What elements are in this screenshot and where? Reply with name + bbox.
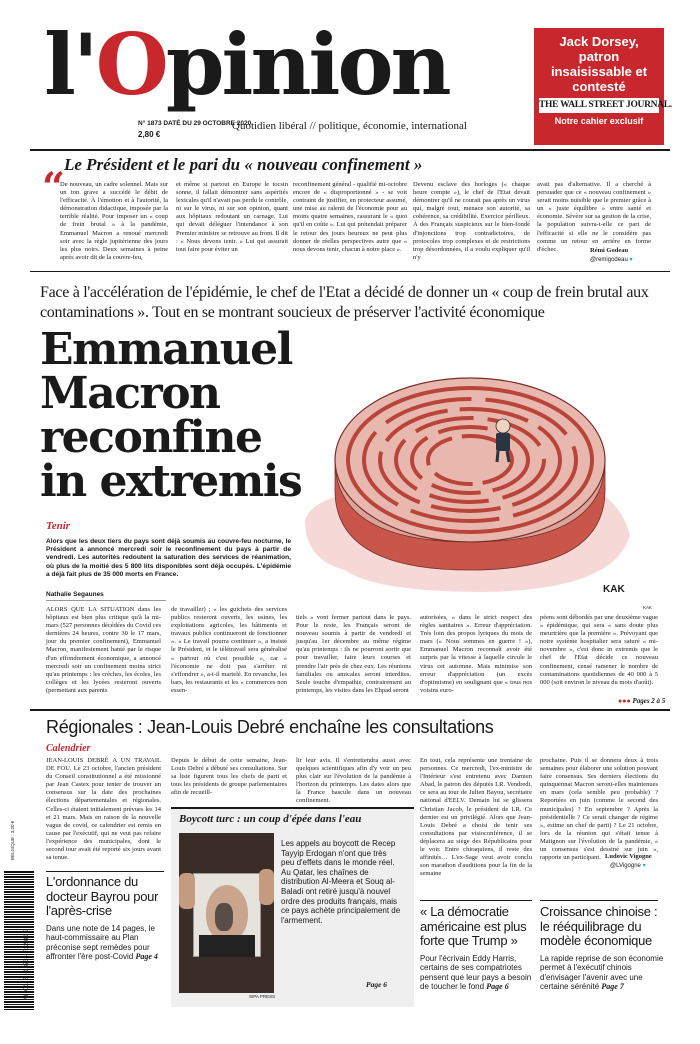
teaser-page: Page 7	[601, 982, 624, 992]
teaser-text-body: La rapide reprise de son économie permet à l'exécutif chinois d'envisager l'avenir avec une certaine sérénité	[540, 953, 664, 992]
regionales-handle-text[interactable]: @LVigogne	[610, 863, 641, 869]
editorial-title: Le Président et le pari du « nouveau confinement »	[64, 155, 423, 174]
teaser-title: Croissance chinoise : le rééquilibrage du modèle économique	[540, 904, 658, 948]
editorial-col-4: Devenu esclave des horloges (« chaque heure compte »), le chef de l'Etat devait démontrer qu'il ne courait pas après un virus qui, malgré tout, menace son autorité, sa cohérence, sa crédibilité. Exercice périlleux. À des Français suspicieux sur le bien-fondé d'injonctions trop contradictoires, de protocoles trop complexes et de restrictions trop désordonnées, il a voulu expliquer qu'il n'y	[413, 181, 530, 261]
hand-right	[259, 869, 274, 905]
lead-pages[interactable]	[618, 697, 665, 705]
lead-body-col-2: de travailler) ; « les guichets des services publics resteront ouverts, les usines, les exploitations agricoles, les bâtiments et travaux publics continueront de fonctionner ». « Le travail pourra continuer », a insisté le Président, et le télétravail sera généralisé « partout où c'est possible », car « l'économie ne doit pas s'arrêter ni s'effondrer », a-t-il martelé. En revanche, les bars, les restaurants et les « commerces non essen-	[171, 606, 287, 694]
teaser-text-body: Dans une note de 14 pages, le haut-commissaire au Plan préconise sept remèdes pour affronter l'ère post-Covid	[46, 923, 155, 962]
masthead-logo: l'Opinion	[44, 15, 449, 114]
promo-headline: Jack Dorsey, patron insaisissable et contesté	[550, 34, 648, 94]
teaser-harris[interactable]	[420, 905, 538, 992]
teaser-page: Page 4	[135, 952, 158, 962]
regionales-byline: Ludovic Vigogne	[605, 853, 652, 860]
quote-mark-icon: “	[42, 164, 66, 211]
teaser-title: L'ordonnance du docteur Bayrou pour l'après-crise	[46, 874, 159, 918]
lead-dek: Face à l'accélération de l'épidémie, le chef de l'Etat a décidé de donner un « coup de frein brutal aux contaminations ». Tout en se montrant soucieux de préserver l'activité économique	[40, 284, 649, 321]
boycott-photo	[179, 833, 274, 993]
boycott-photo-credit: SIPA PRESS	[249, 994, 276, 999]
regionales-handle	[610, 862, 646, 869]
barcode-code: M 00118 - 1873 - F: 2,80 €	[24, 929, 30, 1000]
lead-kicker: Tenir	[46, 520, 71, 532]
issue-number: N° 1873 DATÉ DU 29 OCTOBRE 2020	[138, 120, 252, 127]
lead-byline: Nathalie Segaunes	[46, 591, 104, 598]
teaser-bayrou[interactable]	[46, 875, 166, 962]
lead-pages-label: Pages 2 à 5	[632, 697, 666, 705]
teaser-text	[46, 924, 166, 962]
editorial-col-1: De nouveau, un cadre solennel. Mais sur un ton grave a succédé le débit de l'efficacité. À l'émotion et à l'autorité, la démonstration didactique, imposée par la terrible réalité. Pour imposer un « coup de frein brutal » à la pandémie, Emmanuel Macron a renoué mercredi soir avec la règle jupitérienne des jours les plus noirs. Deux semaines à peine après avoir dit de la couvre-feu,	[60, 181, 168, 261]
boycott-text: Les appels au boycott de Recep Tayyip Erdogan n'ont que très peu d'effets dans le monde réel. Au Qatar, les chaînes de distribution Al-Meera et Souq al-Baladi ont retiré jusqu'à nouvel ordre des produits français, mais ce pays achète principalement de l'armement.	[281, 839, 401, 925]
twitter-icon: ▾	[642, 863, 646, 869]
editorial-rule	[30, 271, 670, 272]
maze-top	[335, 378, 605, 542]
editorial-col-5: avait pas d'alternative. Il a cherché à persuader que ce « nouveau confinement » serait moins nuisible que le premier grâce à un « juste équilibre » entre santé et économie. Sévère sur sa gestion de la crise, la population suivra-t-elle ce pari de l'efficacité si elle ne le considère pas comme un retour en arrière en forme d'échec.	[537, 181, 651, 253]
teaser-text-body: Pour l'écrivain Eddy Harris, certains de ses compatriotes pensent que leur pays a besoin de toucher le fond	[420, 953, 532, 992]
cartoon-signature: KAK	[603, 584, 625, 595]
headline-line-1: Emmanuel	[40, 324, 292, 375]
editorial-handle-text[interactable]: @remigodeau	[590, 257, 628, 263]
teaser-page: Page 6	[486, 982, 509, 992]
lead-body-col-3: tiels » vont fermer partout dans le pays. Pour le reste, les Français seront de nouveau soumis à partir de vendredi et jusqu'au 1er décembre au même régime qu'au printemps : ils ne pourront sortir que pour travailler, faire leurs courses et prendre l'air près de chez eux. Les réunions familiales ou amicales seront interdites. Seule touche d'empathie, contrairement au printemps, les visites dans les Ehpad seront	[296, 614, 411, 694]
regionales-col-2: Depuis le début de cette semaine, Jean-Louis Debré a débuté ses consultations. Sur sa liste figurent tous les chefs de parti et tous les présidents de groupe parlementaires afin de recueill-	[171, 757, 287, 797]
editorial-author: Rémi Godeau	[590, 247, 629, 254]
boycott-title: Boycott turc : un coup d'épée dans l'eau	[179, 813, 362, 825]
shoe-print	[215, 903, 233, 931]
headline-line-4: in extremis	[40, 456, 302, 507]
regionales-col-4: En tout, cela représente une trentaine de personnes. Ce mercredi, l'ex-ministre de l'Intérieur s'est entretenu avec Damien Abad, le patron des députés LR. Vendredi, ce sera au tour de Julien Bayou, secrétaire national d'EELV. Demain lui se glissera Christian Jacob, le président de LR. Ce dernier est un privilégié. Alors que Jean-Louis Debré a choisi de tenir ses consultations par visioconférence, il se déplacera au siège des Républicains pour le voir. Entre chiraquiens, il reste des affinités… L'ex-Sage veut avoir conclu son marathon d'auditions pour la fin de la semaine	[420, 757, 532, 878]
tagline: Quotidien libéral // politique, économie, international	[232, 120, 467, 132]
lead-body-col-4: autorisées, « dans le strict respect des règles sanitaires ». Erreur d'appréciation. Très loin des propos lyriques du mois de mars (« Nous sommes en guerre ! »), Emmanuel Macron reconnaît avoir été surpris par la vitesse à laquelle circule le virus cet automne. Mais minimise son erreur d'appréciation (un excès d'optimisme) en soulignant que « tous nos voisins euro-	[420, 614, 532, 694]
maze-cartoon	[285, 330, 650, 600]
regionales-kicker: Calendrier	[46, 743, 91, 754]
regionales-col-3: lir leur avis. Il s'entretiendra aussi avec quelques scientifiques afin d'y voir un peu plus clair sur l'évolution de la pandémie à l'horizon du printemps. Les dates alors que la France bascule dans un nouveau confinement.	[296, 757, 411, 805]
headline-line-3: reconfine	[40, 412, 262, 463]
regionales-col-1: JEAN-LOUIS DEBRÉ A UN TRAVAIL DE FOU. Le 23 octobre, l'ancien président du Conseil constitutionnel a été missionné par Jean Castex pour tenter de trouver un consensus sur la date des prochaines élections départementales et régionales. Celles-ci étaient initialement prévues les 14 et 21 mars. Mais en raison de la nouvelle vague de covid, ce calendrier est remis en cause par l'exécutif, qui ne veut pas refaire l'expérience des municipales, dont le second tour avait été reporté six jours avant sa tenue.	[46, 757, 161, 862]
teaser-text	[540, 954, 665, 992]
lead-intro: Alors que les deux tiers du pays sont déjà soumis au couvre-feu nocturne, le Président a annoncé mercredi soir le reconfinement du pays à partir de vendredi. Les autorités redoutent la saturation des services de réanimation, où plus de la moitié des 5 800 lits disponibles sont déjà occupés. L'épidémie a déjà fait plus de 35 000 morts en France.	[46, 538, 291, 578]
headline-line-2: Macron	[40, 368, 220, 419]
lead-body-col-1: ALORS QUE LA SITUATION dans les hôpitaux est bien plus critique qu'à la mi-mars (527 personnes décédées du Covid ces dernières 24 heures, contre 30 le 17 mars, jour du premier confinement), Emmanuel Macron, manifestement hanté par le risque d'un effondrement économique, a annoncé mercredi soir un confinement moins strict qu'au printemps : les crèches, les écoles, les collèges et les lycées resteront ouverts (permettant aux parents	[46, 606, 161, 694]
wsj-logo: THE WALL STREET JOURNAL.	[539, 98, 659, 113]
editorial-col-2: et même si partout en Europe le tocsin sonne, il fallait démontrer sans aspérités lexicales qu'il n'avait pas perdu le contrôle, ni sur le virus, ni sur son opinion, quant aux hôpitaux redoutant un carnage. Lui qui devait déléguer l'intendance à son Premier ministre se retrouve au front. Il dit : « Nous devons tenir. » Lui qui assurait tout faire pour éviter un	[176, 181, 288, 253]
lead-byline-rule	[46, 600, 166, 601]
boycott-box[interactable]	[171, 807, 414, 1007]
lead-headline	[40, 324, 302, 507]
lead-body-col-5: péens sont débordés par une deuxième vague » épidémique, qui sera « sans doute plus meurtrière que la première ». Prévoyant que notre système hospitalier sera saturé « mi-novembre », c'est donc in extremis que le chef de l'Etat décide ce nouveau confinement, censé ramener le nombre de contaminations quotidiennes de 40 000 à 5 000 (soit environ le niveau du mois d'août).	[540, 614, 658, 686]
teaser-chine[interactable]	[540, 905, 665, 992]
teaser-title: « La démocratie américaine est plus forte que Trump »	[420, 904, 527, 948]
teaser-rule-1	[46, 871, 164, 872]
editorial-col-3: reconfinement général - qualifié mi-octobre encore de « disproportionné » - se voit contraint de justifier, en protecteur assumé, une mise au ralenti de l'économie pour au moins quatre semaines, rassurant le « quoi qu'il en coûte ». Lui qui prétendait préparer le retour des jours heureux ne peut plus donner de réelles perspectives autre que « nous devons tenir, chacun à notre place ».	[293, 181, 407, 253]
boycott-page: Page 6	[366, 980, 388, 989]
cartoon-credit: KAK	[643, 605, 653, 610]
dots-icon: ●●●	[618, 697, 631, 705]
masthead-rule	[30, 149, 670, 151]
promo-note: Notre cahier exclusif	[554, 116, 644, 126]
teaser-rule-3	[540, 900, 658, 901]
teaser-rule-2	[420, 900, 532, 901]
portrait-suit	[199, 935, 255, 957]
price: 2,80 €	[138, 130, 161, 139]
editorial-handle	[590, 256, 632, 263]
twitter-icon: ▾	[629, 257, 633, 263]
barcode-side: BELGIQUE : 3,20 €	[10, 820, 15, 860]
promo-box[interactable]	[534, 28, 672, 145]
regionales-headline: Régionales : Jean-Louis Debré enchaîne les consultations	[46, 717, 494, 737]
hand-left	[179, 873, 195, 909]
regionales-col-5: prochaine. Puis il se donnera deux à trois semaines pour élaborer une solution pouvant faire consensus. Ses derniers élections du quinquennat Macron seront-elles maintenues en mars (cela semble peu probable) ? Reportées en juin (comme le second des municipales) ? En septembre ? Après la présidentielle ? Ce serait changer de régime », estime un chef de parti) ? Le 21 octobre, lors de la réunion qui s'était tenue à Matignon sur l'évolution de la pandémie, « un consensus s'est dessiné sur juin », rapporte un participant.	[540, 757, 658, 862]
teaser-text	[420, 954, 538, 992]
lead-bottom-rule	[30, 709, 670, 711]
